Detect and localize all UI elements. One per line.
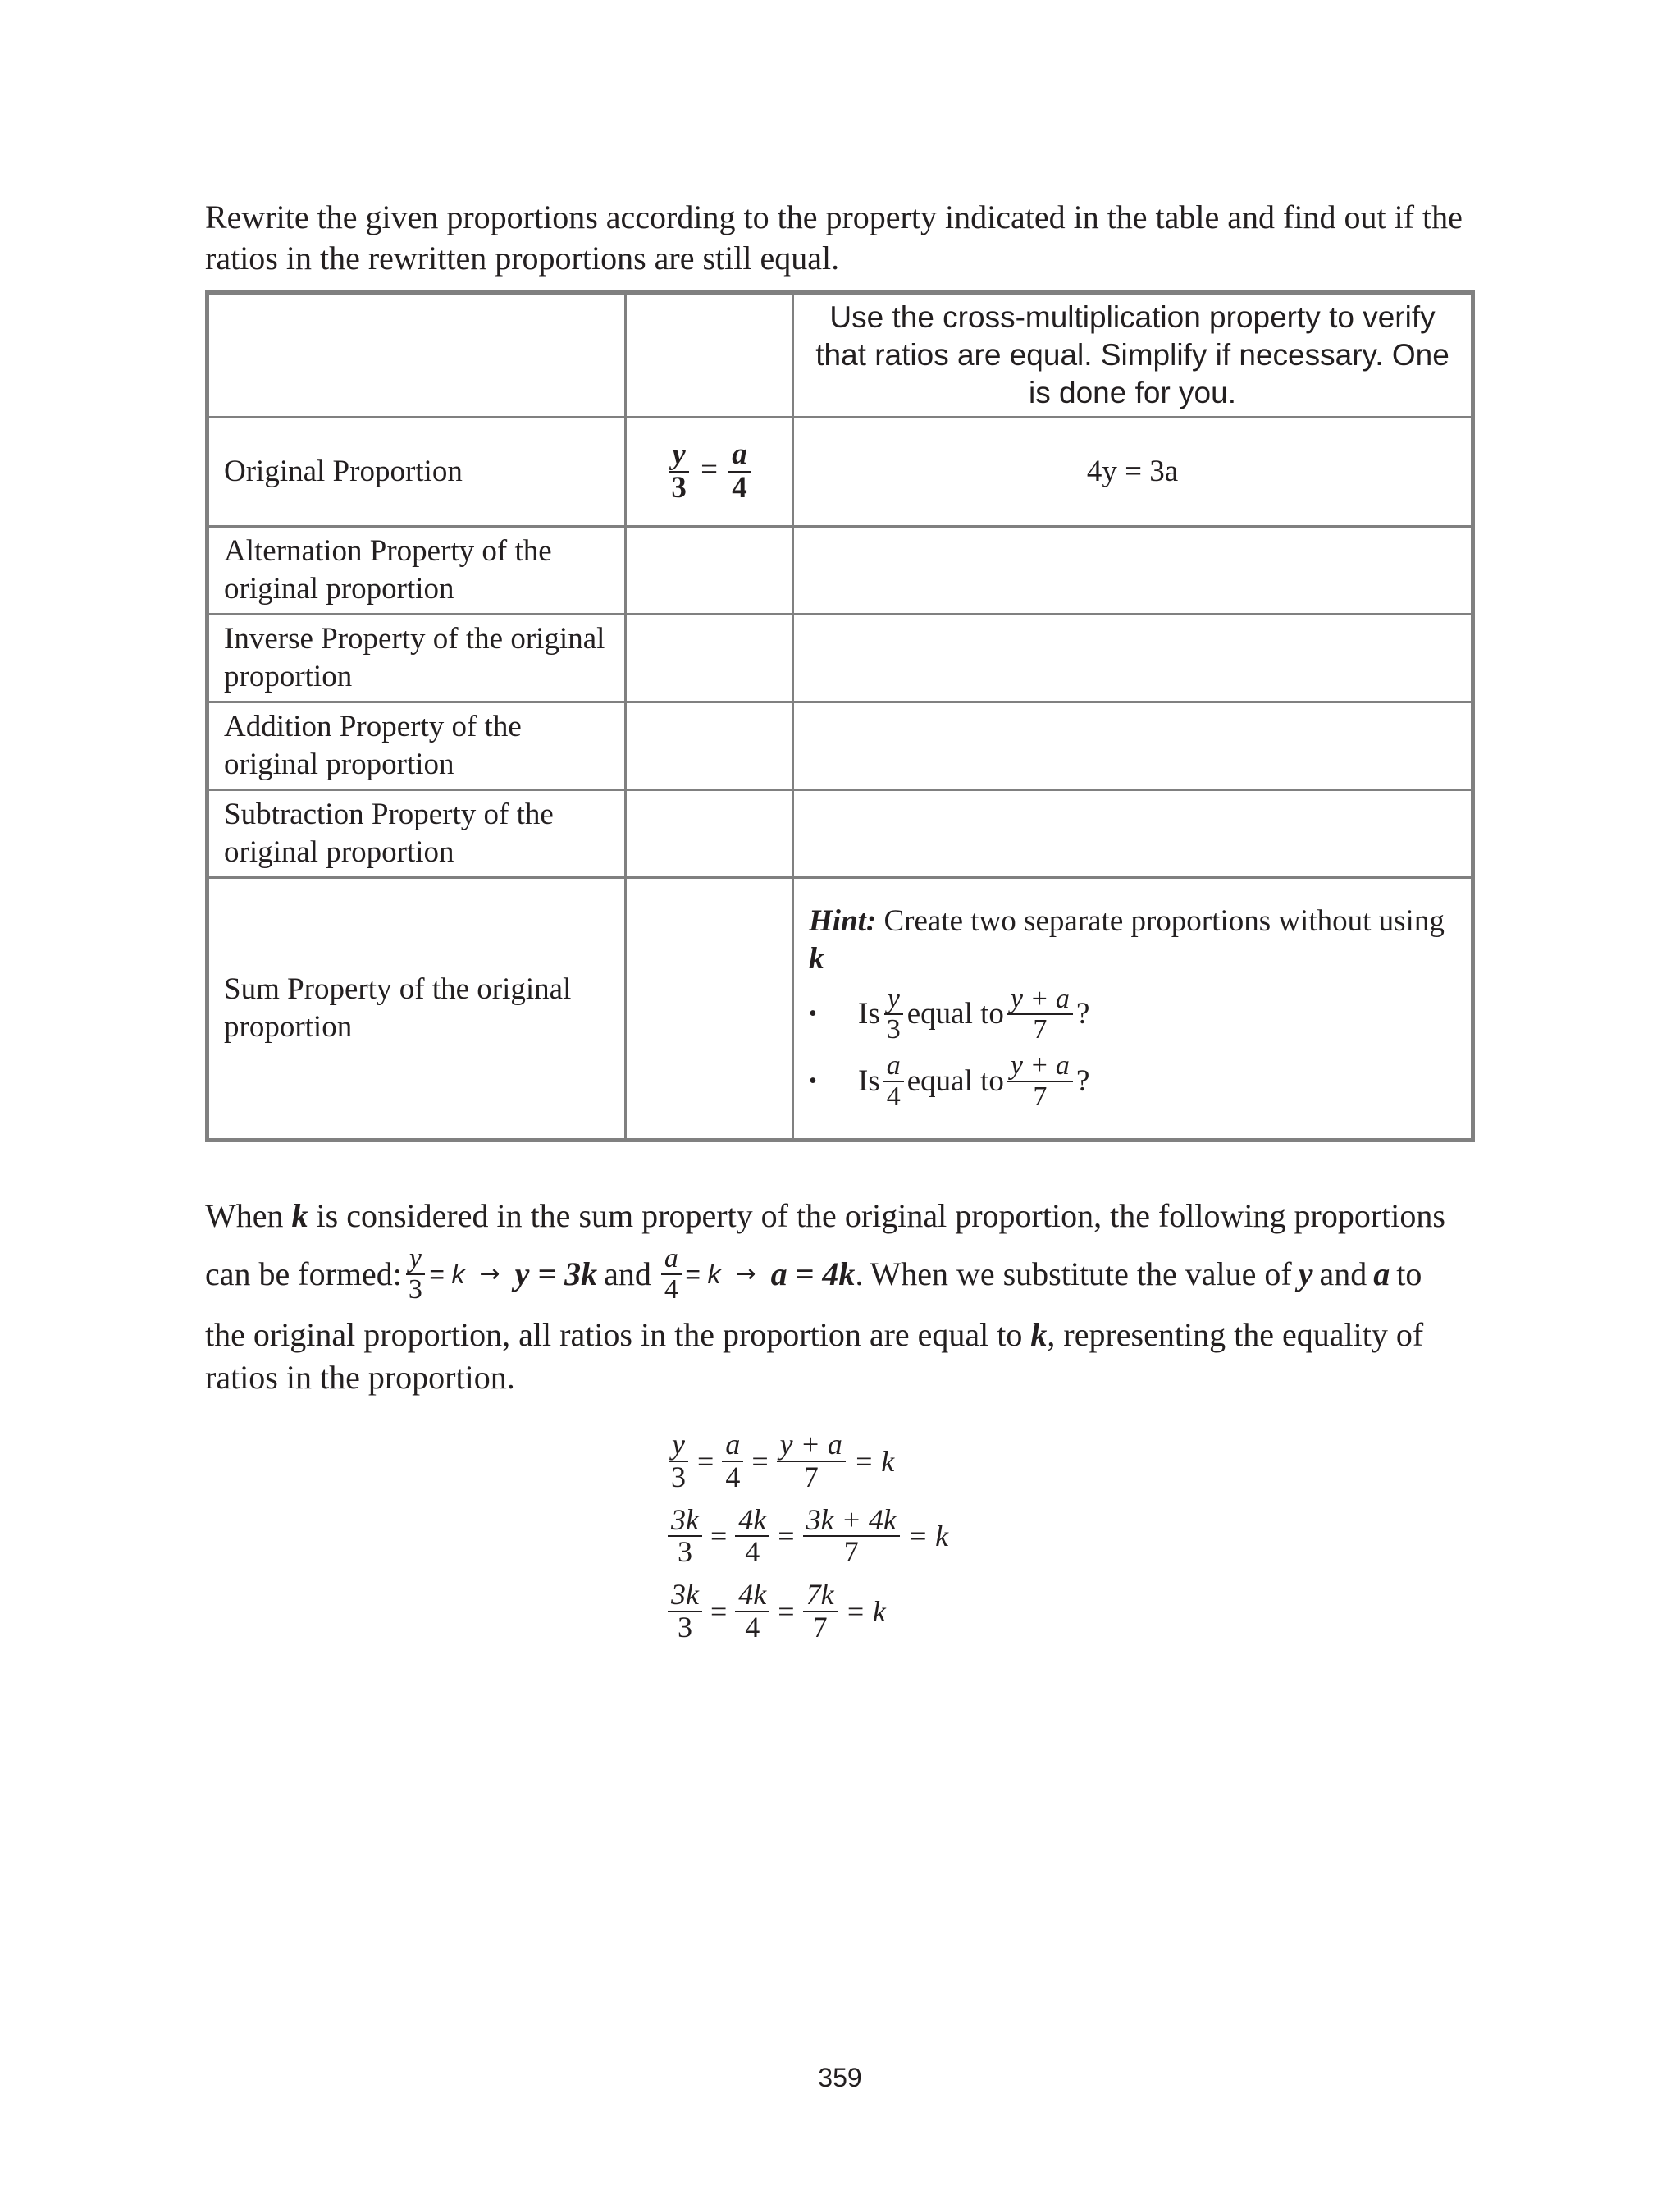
bullet-icon: • <box>809 1001 817 1027</box>
table-row-inverse <box>208 615 1473 702</box>
table-row-alternation <box>208 527 1473 615</box>
fraction: $\frac{3k}{3}$ <box>668 1580 702 1644</box>
row-label: Addition Property of the original proportion <box>208 702 626 790</box>
table-row-sum <box>208 878 1473 1141</box>
fraction: $\frac{a}{4}$ <box>883 1051 904 1111</box>
fraction: $\frac{3k + 4k}{7}$ <box>803 1505 900 1569</box>
instructions: Rewrite the given proportions according to the property indicated in the table and find out if the ratios in the rewritten proportions are still equal. <box>205 199 1463 277</box>
fraction: $\frac{4k}{4}$ <box>735 1580 769 1644</box>
answer-cell-verify[interactable] <box>793 615 1473 702</box>
table-row-addition <box>208 702 1473 790</box>
hint-question-1: • Is $\frac{y}{3}$ equal to $\frac{y + a}{7}$ ? <box>809 983 1090 1045</box>
cross-product-answer: 4y = 3a <box>793 418 1473 527</box>
row-label: Inverse Property of the original proportion <box>208 615 626 702</box>
fraction: $\frac{y}{3}$ <box>405 1244 426 1304</box>
row-label: Subtraction Property of the original proportion <box>208 790 626 878</box>
answer-cell-proportion[interactable] <box>626 527 793 615</box>
explanation-paragraph <box>205 1195 1485 1399</box>
fraction-y-over-3: $\frac{y}{3}$ <box>668 439 690 505</box>
equation-line-1: $\frac{y}{3}$ = $\frac{a}{4}$ = $\frac{y + a}{7}$ = k <box>664 1429 1075 1493</box>
para-line-3: the original proportion, all ratios in the proportion are equal to k, representing the equality of ratios in the proportion. <box>205 1316 1424 1397</box>
fraction: $\frac{y}{3}$ <box>883 985 904 1045</box>
fraction: $\frac{y + a}{7}$ <box>1007 1051 1073 1111</box>
right-arrow-icon: → <box>479 1259 500 1288</box>
equals-sign: = <box>701 452 718 487</box>
hint-cell <box>793 878 1473 1141</box>
fraction: $\frac{y + a}{7}$ <box>1007 985 1073 1045</box>
original-proportion <box>626 418 793 527</box>
hint-questions <box>809 985 1456 1112</box>
table-row-subtraction <box>208 790 1473 878</box>
answer-cell-proportion[interactable] <box>626 702 793 790</box>
fraction: $\frac{y + a}{7}$ <box>777 1429 846 1493</box>
equation-line-2: $\frac{3k}{3}$ = $\frac{4k}{4}$ = $\frac{3k + 4k}{7}$ = k <box>664 1505 1075 1569</box>
answer-cell-proportion[interactable] <box>626 790 793 878</box>
equation-block <box>664 1429 1075 1655</box>
fraction: $\frac{4k}{4}$ <box>735 1505 769 1569</box>
table-header-row <box>208 293 1473 418</box>
header-cell-empty-2 <box>626 293 793 418</box>
fraction: $\frac{a}{4}$ <box>722 1429 743 1493</box>
fraction: $\frac{y}{3}$ <box>668 1429 689 1493</box>
row-label: Alternation Property of the original proportion <box>208 527 626 615</box>
table-row-original <box>208 418 1473 527</box>
fraction: $\frac{a}{4}$ <box>661 1244 682 1304</box>
properties-table <box>205 290 1475 1142</box>
answer-cell-verify[interactable] <box>793 790 1473 878</box>
header-cross-multiplication: Use the cross-multiplication property to verify that ratios are equal. Simplify if necessary. One is done for you. <box>793 293 1473 418</box>
answer-cell-proportion[interactable] <box>626 615 793 702</box>
right-arrow-icon: → <box>735 1259 756 1288</box>
header-cell-empty-1 <box>208 293 626 418</box>
row-label-sum: Sum Property of the original proportion <box>208 878 626 1141</box>
row-label-original: Original Proportion <box>208 418 626 527</box>
answer-cell-verify[interactable] <box>793 527 1473 615</box>
bullet-icon: • <box>809 1068 817 1094</box>
hint-text: Hint: Create two separate proportions without using k <box>809 903 1445 976</box>
fraction: $\frac{3k}{3}$ <box>668 1505 702 1569</box>
answer-cell-proportion[interactable] <box>626 878 793 1141</box>
hint-question-2: • Is $\frac{a}{4}$ equal to $\frac{y + a}{7}$ ? <box>809 1050 1090 1112</box>
equation-line-3: $\frac{3k}{3}$ = $\frac{4k}{4}$ = $\frac{7k}{7}$ = k <box>664 1580 1075 1644</box>
answer-cell-verify[interactable] <box>793 702 1473 790</box>
fraction: $\frac{7k}{7}$ <box>803 1580 838 1644</box>
para-line-1: When k is considered in the sum property of the original proportion, the following proportions <box>205 1197 1445 1234</box>
page-number: 359 <box>818 2063 862 2092</box>
para-line-2: can be formed: $\frac{y}{3}$ = k → y = 3k and $\frac{a}{4}$ = k → a = 4k . When we substitute the value of y and a to <box>205 1243 1422 1305</box>
fraction-a-over-4: $\frac{a}{4}$ <box>728 439 751 505</box>
